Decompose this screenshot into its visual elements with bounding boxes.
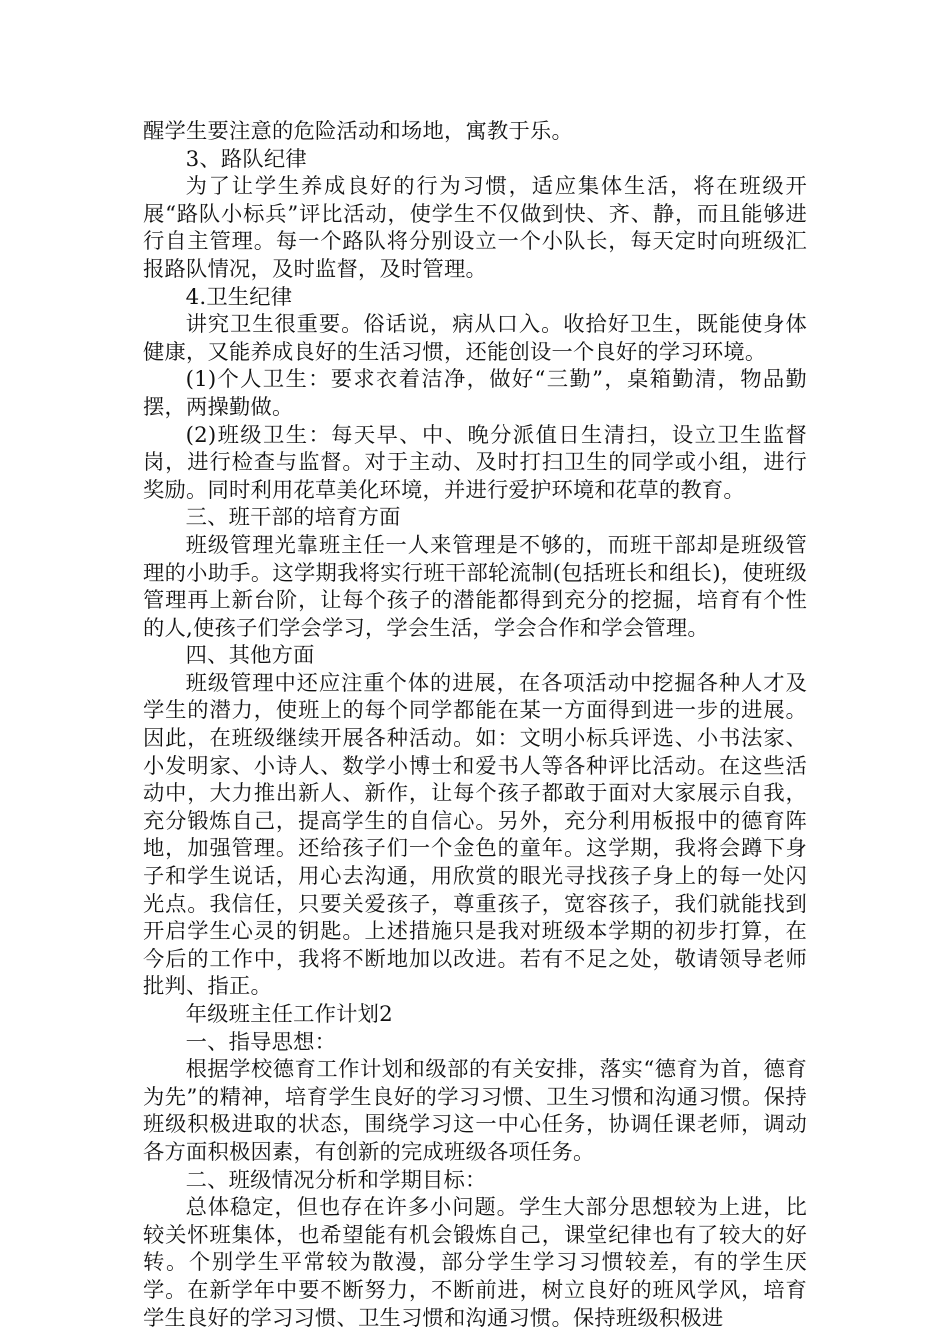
document-body bbox=[143, 118, 807, 1332]
heading-other-aspects: 四、其他方面 bbox=[185, 643, 315, 669]
heading-class-cadre: 三、班干部的培育方面 bbox=[185, 505, 401, 531]
document-section-title: 年级班主任工作计划2 bbox=[185, 1002, 393, 1027]
heading-route-discipline: 3、路队纪律 bbox=[185, 146, 307, 172]
paragraph-hygiene-intro: 讲究卫生很重要。俗话说，病从口入。收拾好卫生，既能使身体健康，又能养成良好的生活习惯，还能创设一个良好的学习环境。 bbox=[143, 312, 807, 365]
heading-guiding-thought: 一、指导思想： bbox=[185, 1029, 337, 1055]
paragraph-guiding-thought: 根据学校德育工作计划和级部的有关安排，落实“德育为首，德育为先”的精神，培育学生良好的学习习惯、卫生习惯和沟通习惯。保持班级积极进取的状态，围绕学习这一中心任务，协调任课老师，调动各方面积极因素，有创新的完成班级各项任务。 bbox=[143, 1057, 807, 1165]
heading-class-analysis: 二、班级情况分析和学期目标： bbox=[185, 1167, 487, 1193]
paragraph-route-discipline: 为了让学生养成良好的行为习惯，适应集体生活，将在班级开展“路队小标兵”评比活动，使学生不仅做到快、齐、静，而且能够进行自主管理。每一个路队将分别设立一个小队长，每天定时向班级汇报路队情况，及时监督，及时管理。 bbox=[143, 174, 807, 282]
paragraph-class-cadre: 班级管理光靠班主任一人来管理是不够的，而班干部却是班级管理的小助手。这学期我将实行班干部轮流制(包括班长和组长)，使班级管理再上新台阶，让每个孩子的潜能都得到充分的挖掘，培育有个性的人,使孩子们学会学习，学会生活，学会合作和学会管理。 bbox=[143, 532, 807, 641]
paragraph-class-hygiene: (2)班级卫生：每天早、中、晚分派值日生清扫，设立卫生监督岗，进行检查与监督。对于主动、及时打扫卫生的同学或小组，进行奖励。同时利用花草美化环境，并进行爱护环境和花草的教育。 bbox=[143, 422, 807, 503]
paragraph-personal-hygiene: (1)个人卫生：要求衣着洁净，做好“三勤”，桌箱勤清，物品勤摆，两操勤做。 bbox=[143, 367, 807, 420]
heading-hygiene-discipline: 4.卫生纪律 bbox=[185, 284, 293, 310]
paragraph-other-aspects: 班级管理中还应注重个体的进展，在各项活动中挖掘各种人才及学生的潜力，使班上的每个同学都能在某一方面得到进一步的进展。因此，在班级继续开展各种活动。如：文明小标兵评选、小书法家、小发明家、小诗人、数学小博士和爱书人等各种评比活动。在这些活动中，大力推出新人、新作，让每个孩子都敢于面对大家展示自我，充分锻炼自己，提高学生的自信心。另外，充分利用板报中的德育阵地，加强管理。还给孩子们一个金色的童年。这学期，我将会蹲下身子和学生说话，用心去沟通，用欣赏的眼光寻找孩子身上的每一处闪光点。我信任，只要关爱孩子，尊重孩子，宽容孩子，我们就能找到开启学生心灵的钥匙。上述措施只是我对班级本学期的初步打算，在今后的工作中，我将不断地加以改进。若有不足之处，敬请领导老师批判、指正。 bbox=[143, 670, 807, 1000]
paragraph-class-analysis: 总体稳定，但也存在许多小问题。学生大部分思想较为上进，比较关怀班集体，也希望能有机会锻炼自己，课堂纪律也有了较大的好转。个别学生平常较为散漫，部分学生学习习惯较差，有的学生厌学。在新学年中要不断努力，不断前进，树立良好的班风学风，培育学生良好的学习习惯、卫生习惯和沟通习惯。保持班级积极进 bbox=[143, 1195, 807, 1331]
paragraph-continuation: 醒学生要注意的危险活动和场地，寓教于乐。 bbox=[143, 119, 573, 144]
